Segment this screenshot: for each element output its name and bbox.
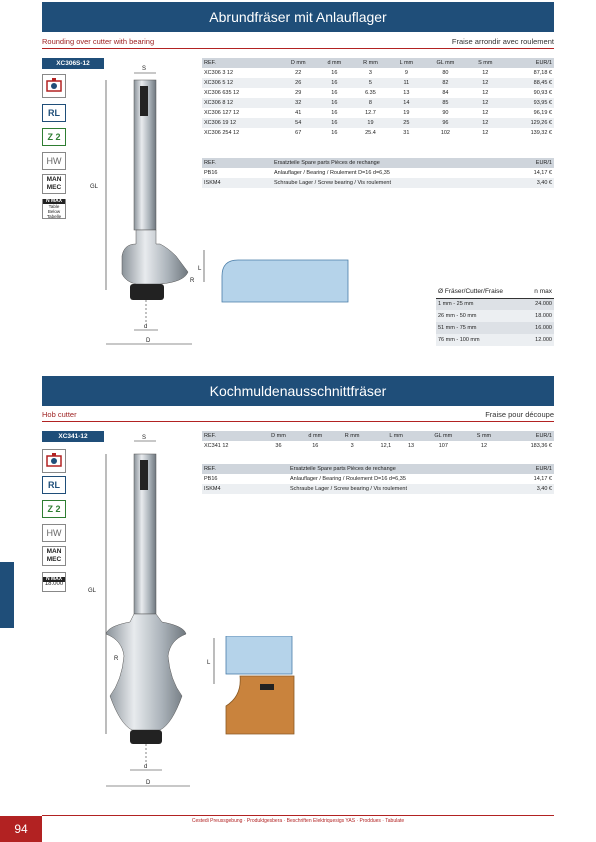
section1-cutter-drawing <box>86 60 206 352</box>
section2-title: Kochmuldenausschnittfräser <box>209 383 387 399</box>
dim-l-label: L <box>198 266 202 272</box>
cell-range: 26 mm - 50 mm <box>436 310 526 322</box>
col-L: L mm <box>371 431 421 441</box>
rpm-row <box>436 298 554 310</box>
cell-price: 183,36 € <box>530 443 552 449</box>
cell-ref: XC341 12 <box>204 443 229 449</box>
col-S: S mm <box>467 58 503 68</box>
col-R: R mm <box>352 58 389 68</box>
section2-subtitle-en: Hob cutter <box>42 410 77 419</box>
cell: 16 <box>317 78 352 88</box>
cell: 9 <box>404 70 408 76</box>
dim-l-label: L <box>207 660 211 666</box>
col-R: R mm <box>333 431 371 441</box>
cell: 80 <box>442 70 449 76</box>
spares-row <box>202 178 554 188</box>
cell: 6.35 <box>365 90 376 96</box>
cell: 12 <box>467 78 503 88</box>
mec-label: MEC <box>46 556 62 563</box>
cell: 26 <box>280 78 317 88</box>
dim-D-label: D <box>146 338 151 344</box>
col-ref: REF. <box>202 158 272 168</box>
col-eur: EUR/1 <box>513 464 555 474</box>
cell: 107 <box>438 443 448 449</box>
man-label: MAN <box>46 548 62 555</box>
brand-logo-icon <box>140 460 148 490</box>
cell-ref: ISKM4 <box>202 484 288 494</box>
footer-text: Cestedi Preussgebung · Produktgesbera · Beschriften Elektriquesigs YAS · Proddues · Tabulate <box>191 818 405 824</box>
section2-subtitle-fr: Fraise pour découpe <box>485 410 554 419</box>
cell: 3 <box>368 70 372 76</box>
section1-subtitle-row <box>42 37 554 48</box>
cell: 25 <box>389 118 424 128</box>
dim-d-label: d <box>144 324 148 330</box>
cell-price: 3,40 € <box>513 484 555 494</box>
rpm-value: 18.000 <box>44 581 64 587</box>
teeth-badge: Z 2 <box>42 500 66 518</box>
spares-row <box>202 484 554 494</box>
cell: 12 <box>467 118 503 128</box>
cell-desc: Anlauflager / Bearing / Roulement D=16 d=6,35 <box>274 170 390 176</box>
col-diameter: Ø Fräser/Cutter/Fraise <box>436 286 526 298</box>
cell-rpm: 12.000 <box>526 334 554 346</box>
cell: 102 <box>440 130 450 136</box>
cell: 16 <box>331 90 338 96</box>
col-L: L mm <box>389 58 424 68</box>
cell: 36 <box>275 443 282 449</box>
col-d: d mm <box>317 58 352 68</box>
footer-divider <box>42 815 554 816</box>
section2-workpiece-profile <box>222 636 296 736</box>
cell-ref: XC306 635 12 <box>204 90 240 96</box>
max-rpm-table <box>436 286 554 346</box>
cell-price: 14,17 € <box>533 170 552 176</box>
col-S: S mm <box>465 431 502 441</box>
section1-workpiece-profile <box>220 258 350 304</box>
cell: 16 <box>317 98 352 108</box>
spares-row <box>202 474 554 484</box>
section1-spec-table <box>202 58 554 138</box>
cell-rpm: 18.000 <box>526 310 554 322</box>
section2-divider <box>42 421 554 422</box>
col-ref: REF. <box>202 464 288 474</box>
cell: 11 <box>389 78 424 88</box>
col-D: D mm <box>260 431 298 441</box>
cell: 12.7 <box>365 110 376 116</box>
cell: 12 <box>467 98 503 108</box>
cell: 16 <box>312 443 319 449</box>
dim-D-label: D <box>146 780 151 786</box>
section2-product-code: XC341-12 <box>42 431 104 442</box>
section1-title: Abrundfräser mit Anlauflager <box>209 9 387 25</box>
table-row <box>202 78 554 88</box>
manual-mec-badge <box>42 174 66 194</box>
material-badge: HW <box>42 524 66 542</box>
table-row <box>202 68 554 78</box>
cell: 16 <box>331 130 338 136</box>
cell: 25.4 <box>365 130 376 136</box>
cell-price: 88,45 € <box>504 78 555 88</box>
cell: 12 <box>482 90 489 96</box>
col-d: d mm <box>297 431 333 441</box>
col-ref: REF. <box>202 58 280 68</box>
cell-price: 93,95 € <box>504 98 555 108</box>
cell-rpm: 24.000 <box>526 298 554 310</box>
spares-row <box>202 168 554 178</box>
cell: 16 <box>331 70 338 76</box>
router-machine-icon <box>42 449 66 473</box>
cell: 12 <box>482 110 489 116</box>
rpm-row <box>436 310 554 322</box>
rpm-line1: Table Below <box>47 204 61 214</box>
rpm-row <box>436 322 554 334</box>
cell-rpm: 16.000 <box>526 322 554 334</box>
col-ref: REF. <box>202 431 260 441</box>
col-nmax: n max <box>526 286 554 298</box>
cell-ref: PB16 <box>204 476 218 482</box>
section1-spares-table <box>202 158 554 188</box>
table-row <box>202 108 554 118</box>
cell-price: 129,26 € <box>504 118 555 128</box>
rpm-head: N MAX <box>43 199 65 204</box>
cell: 13 <box>403 90 410 96</box>
cell: 67 <box>295 130 302 136</box>
rotation-badge: RL <box>42 104 66 122</box>
cell-ref: XC306 127 12 <box>204 110 240 116</box>
section1-subtitle-fr: Fraise arrondir avec roulement <box>451 37 554 46</box>
cell-desc: Anlauflager / Bearing / Roulement D=16 d=6,35 <box>290 476 406 482</box>
mec-label: MEC <box>46 184 62 191</box>
cell-ref: XC306 254 12 <box>204 130 240 136</box>
rpm-line2: Tabelle <box>46 214 62 219</box>
cell: 12,1 <box>380 443 392 449</box>
max-speed-badge <box>42 572 66 592</box>
cell: 13 <box>407 443 415 449</box>
cell: 90 <box>442 110 449 116</box>
cell: 82 <box>424 78 467 88</box>
cell: 16 <box>317 118 352 128</box>
table-row <box>202 118 554 128</box>
dim-gl-label: GL <box>88 588 97 594</box>
cell-desc: Schraube Lager / Screw bearing / Vis roulement <box>288 484 513 494</box>
rotation-badge: RL <box>42 476 66 494</box>
table-row <box>202 88 554 98</box>
dim-r-label: R <box>114 656 119 662</box>
spares-header-row <box>202 158 554 168</box>
dim-s-label: S <box>142 66 147 72</box>
page-number: 94 <box>0 816 42 842</box>
cell-price: 3,40 € <box>510 178 554 188</box>
cell-range: 51 mm - 75 mm <box>436 322 526 334</box>
router-machine-icon <box>42 74 66 98</box>
dim-s-label: S <box>142 435 147 441</box>
rpm-header-row <box>436 286 554 298</box>
cell: 5 <box>352 78 389 88</box>
cell-price: 87,18 € <box>533 70 552 76</box>
cell-range: 1 mm - 25 mm <box>436 298 526 310</box>
col-spares: Ersatzteile Spare parts Pièces de rechange <box>272 158 510 168</box>
dim-d-label: d <box>144 764 148 770</box>
man-label: MAN <box>46 176 62 183</box>
teeth-badge: Z 2 <box>42 128 66 146</box>
section2-cutter-drawing <box>86 434 216 796</box>
cell: 85 <box>424 98 467 108</box>
rpm-head: N MAX <box>43 577 65 582</box>
col-eur: EUR/1 <box>510 158 554 168</box>
dim-gl-label: GL <box>90 184 99 190</box>
cell-ref: XC306 5 12 <box>202 78 280 88</box>
table-row <box>202 128 554 138</box>
cell: 96 <box>424 118 467 128</box>
cell: 19 <box>352 118 389 128</box>
cell: 3 <box>350 443 354 449</box>
cell: 31 <box>403 130 410 136</box>
cell-ref: ISKM4 <box>202 178 272 188</box>
brand-logo-icon <box>140 86 148 116</box>
col-D: D mm <box>280 58 317 68</box>
section1-divider <box>42 48 554 49</box>
table-row <box>202 441 554 451</box>
cell: 84 <box>442 90 449 96</box>
cell-ref: XC306 8 12 <box>202 98 280 108</box>
cell: 29 <box>295 90 302 96</box>
cell-price: 139,32 € <box>530 130 552 136</box>
cell-ref: PB16 <box>204 170 218 176</box>
cell: 12 <box>482 70 489 76</box>
cell: 8 <box>352 98 389 108</box>
cell: 14 <box>389 98 424 108</box>
cell-range: 76 mm - 100 mm <box>436 334 526 346</box>
section2-spares-table <box>202 464 554 494</box>
cell: 22 <box>295 70 302 76</box>
cell: 54 <box>280 118 317 128</box>
dim-r-label: R <box>190 278 195 284</box>
cell: 12 <box>482 130 489 136</box>
section2-title-banner <box>42 376 554 406</box>
section2-subtitle-row <box>42 410 554 421</box>
cell-ref: XC306 19 12 <box>202 118 280 128</box>
cell: 12 <box>480 443 488 449</box>
material-badge: HW <box>42 152 66 170</box>
section1-title-banner <box>42 2 554 32</box>
section1-subtitle-en: Rounding over cutter with bearing <box>42 37 155 46</box>
cell-price: 96,19 € <box>533 110 552 116</box>
chapter-side-tab <box>0 562 14 628</box>
cell-desc: Schraube Lager / Screw bearing / Vis roulement <box>272 178 510 188</box>
section1-product-code: XC306S-12 <box>42 58 104 69</box>
cell: 19 <box>403 110 410 116</box>
col-eur: EUR/1 <box>503 431 554 441</box>
col-GL: GL mm <box>421 431 465 441</box>
cell: 16 <box>331 110 338 116</box>
cell: 32 <box>280 98 317 108</box>
max-speed-badge <box>42 199 66 219</box>
table-row <box>202 98 554 108</box>
cell-price: 14,17 € <box>533 476 552 482</box>
section2-spec-table <box>202 431 554 451</box>
cell-price: 90,93 € <box>533 90 552 96</box>
cell-ref: XC306 3 12 <box>204 70 234 76</box>
rpm-row <box>436 334 554 346</box>
col-spares: Ersatzteile Spare parts Pièces de rechange <box>288 464 513 474</box>
col-GL: GL mm <box>424 58 467 68</box>
table-header-row <box>202 431 554 441</box>
spares-header-row <box>202 464 554 474</box>
cell: 41 <box>295 110 302 116</box>
table-header-row <box>202 58 554 68</box>
col-eur: EUR/1 <box>504 58 555 68</box>
manual-mec-badge <box>42 546 66 566</box>
